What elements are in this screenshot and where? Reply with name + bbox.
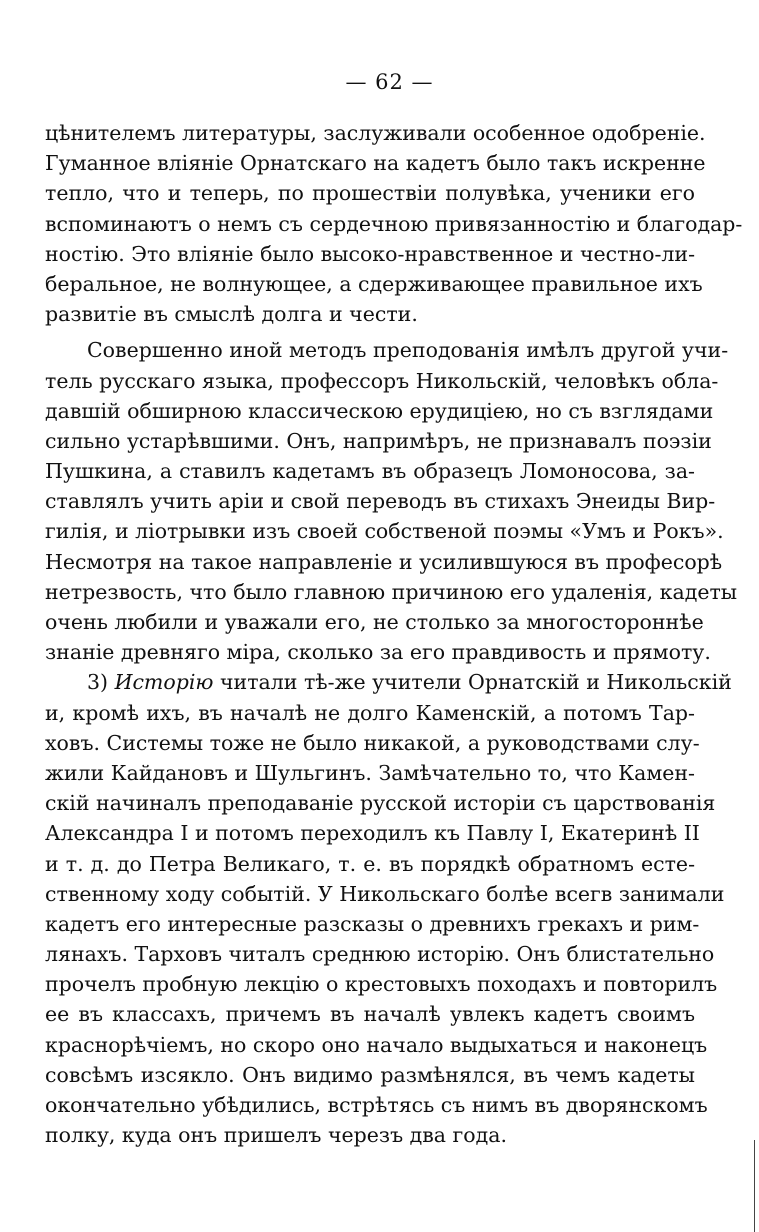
text-line: ее въ классахъ, причемъ въ началѣ увлекъ кадетъ своимъ bbox=[45, 1002, 695, 1027]
text-line: и т. д. до Петра Великаго, т. е. въ порядкѣ обратномъ есте- bbox=[45, 851, 695, 876]
text-line: тепло, что и теперь, по прошествіи полувѣка, ученики его bbox=[45, 181, 695, 206]
page-number: — 62 — bbox=[345, 70, 434, 94]
text-line: беральное, не волнующее, а сдерживающее правильное ихъ bbox=[45, 271, 703, 296]
text-line: гилія, и ліотрывки изъ своей собственой поэмы «Умъ и Рокъ». bbox=[45, 519, 724, 544]
page-edge-line bbox=[754, 1140, 755, 1232]
section-number: 3) bbox=[87, 670, 109, 695]
text-line: полку, куда онъ пришелъ черезъ два года. bbox=[45, 1123, 507, 1148]
text-line: Гуманное вліяніе Орнатскаго на кадетъ было такъ искренне bbox=[45, 151, 706, 176]
text-line: сильно устарѣвшими. Онъ, напримѣръ, не признавалъ поэзіи bbox=[45, 428, 712, 453]
text-line: ственному ходу событій. У Никольскаго болѣе всегв занимали bbox=[45, 881, 725, 906]
text-line: и, кромѣ ихъ, въ началѣ не долго Каменскій, а потомъ Тар- bbox=[45, 700, 695, 725]
text-line: тель русскаго языка, профессоръ Никольскій, человѣкъ обла- bbox=[45, 368, 719, 393]
text-line: совсѣмъ изсякло. Онъ видимо размѣнялся, въ чемъ кадеты bbox=[45, 1062, 695, 1087]
text-line: кадетъ его интересные разсказы о древнихъ грекахъ и рим- bbox=[45, 911, 700, 936]
text-line: ховъ. Системы тоже не было никакой, а руководствами слу- bbox=[45, 730, 700, 755]
text-line: Пушкина, а ставилъ кадетамъ въ образецъ Ломоносова, за- bbox=[45, 459, 695, 484]
text-line: вспоминаютъ о немъ съ сердечною привязанностію и благодар- bbox=[45, 211, 743, 236]
text-line: нетрезвость, что было главною причиною его удаленія, кадеты bbox=[45, 579, 738, 604]
text-line: ставлялъ учить аріи и свой переводъ въ стихахъ Энеиды Вир- bbox=[45, 489, 716, 514]
text-fragment: читали тѣ-же учители Орнатскій и Никольскій bbox=[219, 670, 732, 695]
body-text bbox=[45, 118, 743, 1150]
text-line: ностію. Это вліяніе было высоко-нравственное и честно-ли- bbox=[45, 241, 695, 266]
text-line: цѣнителемъ литературы, заслуживали особенное одобреніе. bbox=[45, 121, 706, 145]
text-line: прочелъ пробную лекцію о крестовыхъ походахъ и повторилъ bbox=[45, 972, 718, 997]
text-line: окончательно убѣдились, встрѣтясь съ нимъ въ дворянскомъ bbox=[45, 1093, 708, 1117]
text-line: знаніе древняго міра, сколько за его правдивость и прямоту. bbox=[45, 640, 711, 665]
text-line: Совершенно иной методъ преподованія имѣлъ другой учи- bbox=[87, 338, 729, 363]
text-line: давшій обширною классическою ерудиціею, но съ взглядами bbox=[45, 398, 714, 423]
text-line: очень любили и уважали его, не столько за многостороннѣе bbox=[45, 610, 704, 634]
text-line: Несмотря на такое направленіе и усилившуюся въ професорѣ bbox=[45, 549, 723, 574]
text-line bbox=[45, 667, 732, 697]
text-line: скій начиналъ преподаваніе русской исторіи съ царствованія bbox=[45, 791, 716, 816]
text-line: развитіе въ смыслѣ долга и чести. bbox=[45, 302, 418, 327]
section-keyword: Исторію bbox=[114, 670, 214, 695]
text-line: жили Кайдановъ и Шульгинъ. Замѣчательно то, что Камен- bbox=[45, 760, 695, 785]
text-line: краснорѣчіемъ, но скоро оно начало выдыхаться и наконецъ bbox=[45, 1032, 708, 1057]
text-line: Александра I и потомъ переходилъ къ Павлу I, Екатеринѣ II bbox=[45, 821, 700, 846]
text-line: лянахъ. Тарховъ читалъ среднюю исторію. Онъ блистательно bbox=[45, 942, 715, 967]
